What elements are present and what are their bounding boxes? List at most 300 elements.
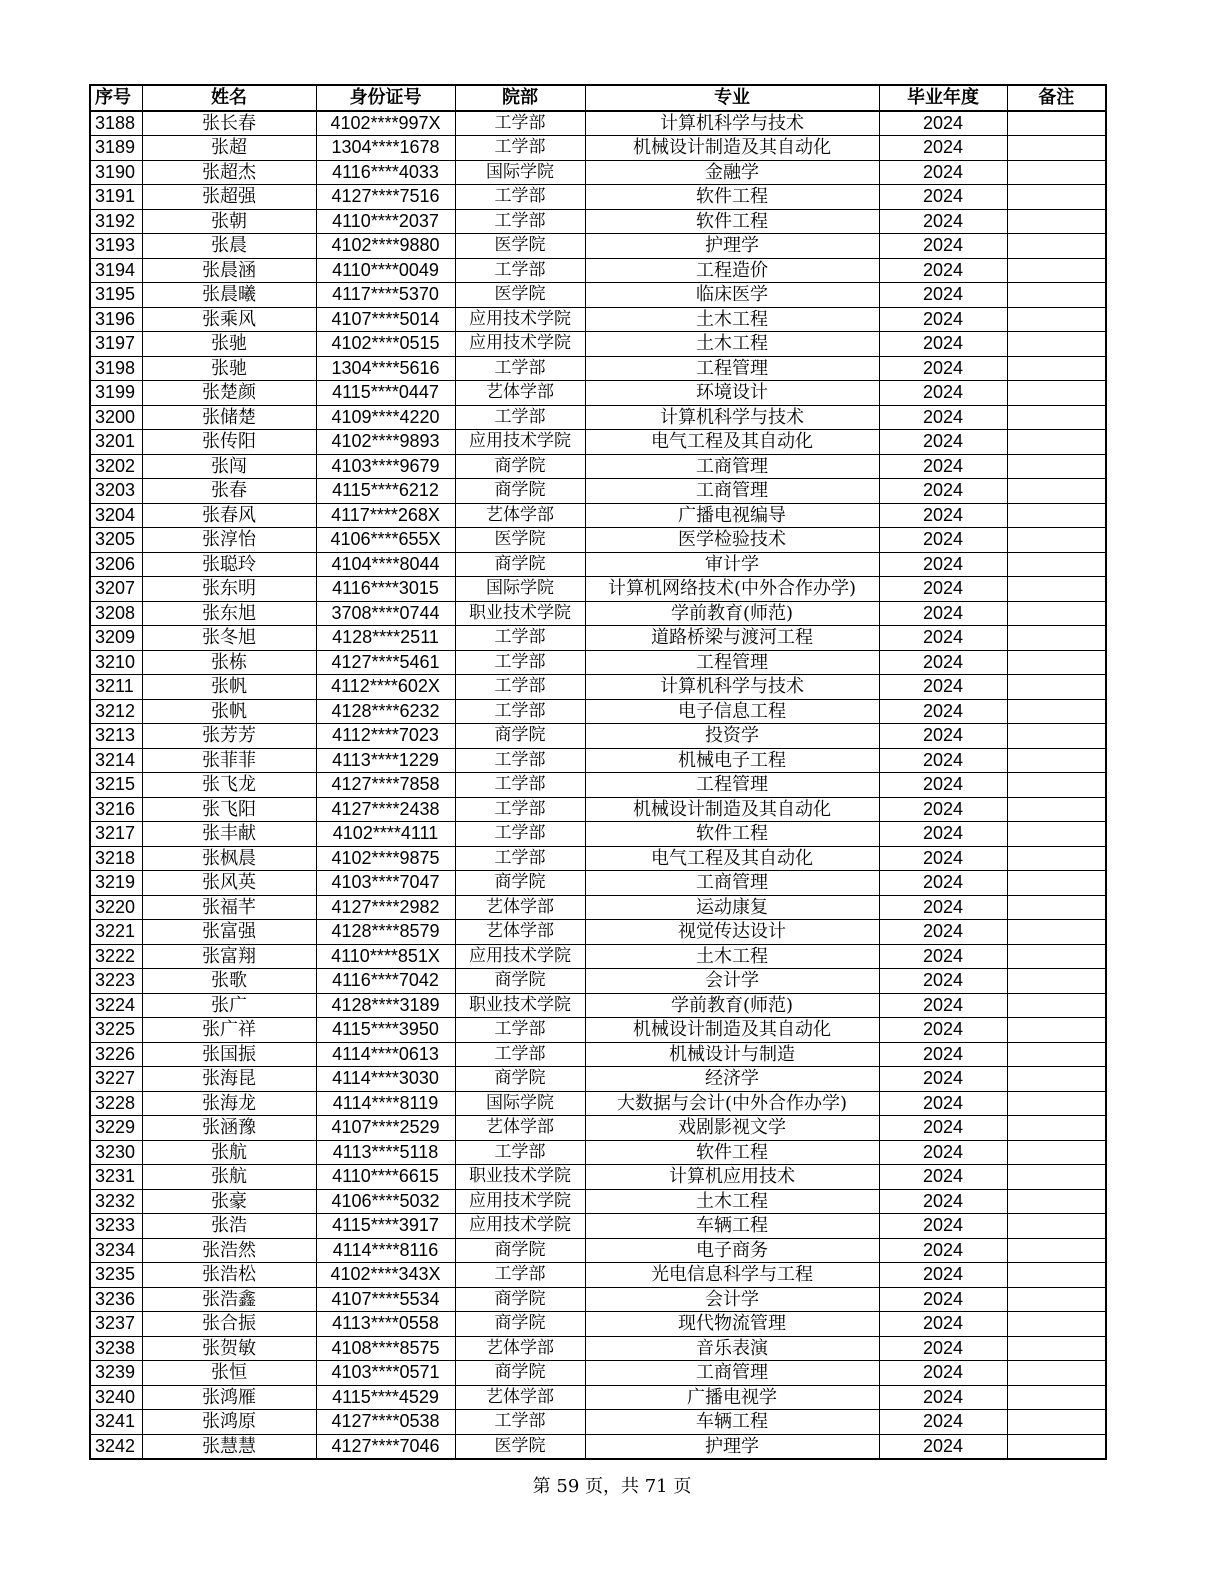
cell-graduation-year: 2024 xyxy=(879,675,1007,700)
cell-remarks xyxy=(1007,503,1106,528)
cell-seq: 3207 xyxy=(90,577,142,602)
cell-remarks xyxy=(1007,895,1106,920)
cell-graduation-year: 2024 xyxy=(879,993,1007,1018)
table-row xyxy=(90,430,1106,455)
cell-id-number: 4107****5534 xyxy=(316,1287,455,1312)
cell-department: 工学部 xyxy=(455,185,585,210)
cell-id-number: 4104****8044 xyxy=(316,552,455,577)
cell-graduation-year: 2024 xyxy=(879,601,1007,626)
cell-remarks xyxy=(1007,1287,1106,1312)
table-row xyxy=(90,1116,1106,1141)
cell-remarks xyxy=(1007,1410,1106,1435)
cell-department: 工学部 xyxy=(455,111,585,136)
cell-major: 视觉传达设计 xyxy=(585,920,879,945)
cell-graduation-year: 2024 xyxy=(879,1018,1007,1043)
cell-id-number: 4115****3917 xyxy=(316,1214,455,1239)
cell-major: 经济学 xyxy=(585,1067,879,1092)
cell-id-number: 4102****0515 xyxy=(316,332,455,357)
cell-graduation-year: 2024 xyxy=(879,650,1007,675)
cell-graduation-year: 2024 xyxy=(879,1385,1007,1410)
header-seq: 序号 xyxy=(90,85,142,111)
cell-major: 现代物流管理 xyxy=(585,1312,879,1337)
table-row xyxy=(90,1385,1106,1410)
cell-major: 环境设计 xyxy=(585,381,879,406)
cell-major: 计算机应用技术 xyxy=(585,1165,879,1190)
cell-department: 商学院 xyxy=(455,552,585,577)
cell-seq: 3239 xyxy=(90,1361,142,1386)
table-row xyxy=(90,405,1106,430)
cell-name: 张风英 xyxy=(142,871,316,896)
cell-major: 工程造价 xyxy=(585,258,879,283)
cell-graduation-year: 2024 xyxy=(879,822,1007,847)
cell-graduation-year: 2024 xyxy=(879,699,1007,724)
cell-major: 戏剧影视文学 xyxy=(585,1116,879,1141)
table-header-row xyxy=(90,85,1106,111)
cell-name: 张传阳 xyxy=(142,430,316,455)
cell-graduation-year: 2024 xyxy=(879,111,1007,136)
cell-seq: 3238 xyxy=(90,1336,142,1361)
cell-remarks xyxy=(1007,650,1106,675)
cell-major: 电子商务 xyxy=(585,1238,879,1263)
page-footer: 第 59 页，共 71 页 xyxy=(532,1476,692,1497)
table-row xyxy=(90,920,1106,945)
cell-remarks xyxy=(1007,283,1106,308)
cell-major: 大数据与会计(中外合作办学) xyxy=(585,1091,879,1116)
cell-major: 工程管理 xyxy=(585,356,879,381)
cell-department: 医学院 xyxy=(455,528,585,553)
cell-id-number: 4117****5370 xyxy=(316,283,455,308)
cell-department: 应用技术学院 xyxy=(455,332,585,357)
cell-seq: 3214 xyxy=(90,748,142,773)
cell-remarks xyxy=(1007,846,1106,871)
cell-department: 工学部 xyxy=(455,136,585,161)
cell-major: 音乐表演 xyxy=(585,1336,879,1361)
cell-id-number: 4102****9893 xyxy=(316,430,455,455)
cell-major: 机械设计制造及其自动化 xyxy=(585,797,879,822)
cell-department: 商学院 xyxy=(455,1238,585,1263)
cell-major: 工商管理 xyxy=(585,871,879,896)
cell-name: 张楚颜 xyxy=(142,381,316,406)
cell-remarks xyxy=(1007,234,1106,259)
cell-id-number: 4112****7023 xyxy=(316,724,455,749)
cell-department: 商学院 xyxy=(455,724,585,749)
table-row xyxy=(90,454,1106,479)
cell-remarks xyxy=(1007,724,1106,749)
cell-id-number: 4116****4033 xyxy=(316,160,455,185)
table-row xyxy=(90,528,1106,553)
table-row xyxy=(90,234,1106,259)
cell-id-number: 4115****4529 xyxy=(316,1385,455,1410)
cell-name: 张航 xyxy=(142,1165,316,1190)
cell-id-number: 4110****851X xyxy=(316,944,455,969)
header-graduation-year: 毕业年度 xyxy=(879,85,1007,111)
cell-name: 张浩然 xyxy=(142,1238,316,1263)
cell-major: 软件工程 xyxy=(585,185,879,210)
table-row xyxy=(90,381,1106,406)
cell-id-number: 4113****1229 xyxy=(316,748,455,773)
cell-graduation-year: 2024 xyxy=(879,1287,1007,1312)
table-row xyxy=(90,773,1106,798)
cell-id-number: 4114****0613 xyxy=(316,1042,455,1067)
cell-graduation-year: 2024 xyxy=(879,1263,1007,1288)
cell-graduation-year: 2024 xyxy=(879,1165,1007,1190)
table-row xyxy=(90,1189,1106,1214)
cell-department: 工学部 xyxy=(455,846,585,871)
cell-department: 职业技术学院 xyxy=(455,993,585,1018)
cell-remarks xyxy=(1007,111,1106,136)
cell-department: 工学部 xyxy=(455,675,585,700)
cell-id-number: 4115****3950 xyxy=(316,1018,455,1043)
cell-seq: 3198 xyxy=(90,356,142,381)
cell-graduation-year: 2024 xyxy=(879,871,1007,896)
cell-department: 工学部 xyxy=(455,209,585,234)
cell-seq: 3196 xyxy=(90,307,142,332)
cell-graduation-year: 2024 xyxy=(879,1091,1007,1116)
cell-seq: 3223 xyxy=(90,969,142,994)
cell-seq: 3232 xyxy=(90,1189,142,1214)
cell-seq: 3205 xyxy=(90,528,142,553)
cell-major: 电气工程及其自动化 xyxy=(585,846,879,871)
cell-major: 学前教育(师范) xyxy=(585,993,879,1018)
cell-major: 计算机网络技术(中外合作办学) xyxy=(585,577,879,602)
cell-major: 计算机科学与技术 xyxy=(585,675,879,700)
cell-department: 工学部 xyxy=(455,356,585,381)
cell-name: 张歌 xyxy=(142,969,316,994)
cell-seq: 3221 xyxy=(90,920,142,945)
cell-department: 工学部 xyxy=(455,748,585,773)
cell-remarks xyxy=(1007,1385,1106,1410)
cell-department: 商学院 xyxy=(455,479,585,504)
cell-remarks xyxy=(1007,944,1106,969)
cell-major: 车辆工程 xyxy=(585,1410,879,1435)
cell-major: 机械设计与制造 xyxy=(585,1042,879,1067)
cell-department: 商学院 xyxy=(455,1312,585,1337)
table-row xyxy=(90,1067,1106,1092)
cell-seq: 3224 xyxy=(90,993,142,1018)
cell-major: 工商管理 xyxy=(585,479,879,504)
cell-name: 张东旭 xyxy=(142,601,316,626)
cell-department: 艺体学部 xyxy=(455,1385,585,1410)
cell-department: 艺体学部 xyxy=(455,920,585,945)
cell-major: 工商管理 xyxy=(585,1361,879,1386)
cell-name: 张浩鑫 xyxy=(142,1287,316,1312)
cell-seq: 3229 xyxy=(90,1116,142,1141)
cell-id-number: 4102****343X xyxy=(316,1263,455,1288)
table-row xyxy=(90,993,1106,1018)
table-row xyxy=(90,724,1106,749)
cell-id-number: 4127****0538 xyxy=(316,1410,455,1435)
cell-name: 张航 xyxy=(142,1140,316,1165)
cell-seq: 3188 xyxy=(90,111,142,136)
table-row xyxy=(90,1165,1106,1190)
cell-major: 会计学 xyxy=(585,1287,879,1312)
cell-id-number: 4107****5014 xyxy=(316,307,455,332)
cell-seq: 3222 xyxy=(90,944,142,969)
table-row xyxy=(90,1018,1106,1043)
cell-department: 工学部 xyxy=(455,258,585,283)
table-row xyxy=(90,797,1106,822)
cell-department: 工学部 xyxy=(455,1018,585,1043)
cell-seq: 3219 xyxy=(90,871,142,896)
header-major: 专业 xyxy=(585,85,879,111)
cell-id-number: 4117****268X xyxy=(316,503,455,528)
cell-remarks xyxy=(1007,993,1106,1018)
cell-remarks xyxy=(1007,454,1106,479)
cell-name: 张富翔 xyxy=(142,944,316,969)
table-row xyxy=(90,601,1106,626)
cell-remarks xyxy=(1007,1116,1106,1141)
cell-remarks xyxy=(1007,209,1106,234)
cell-id-number: 4103****9679 xyxy=(316,454,455,479)
header-id-number: 身份证号 xyxy=(316,85,455,111)
cell-department: 艺体学部 xyxy=(455,1116,585,1141)
cell-id-number: 4127****7858 xyxy=(316,773,455,798)
cell-name: 张闯 xyxy=(142,454,316,479)
cell-name: 张国振 xyxy=(142,1042,316,1067)
cell-name: 张乘风 xyxy=(142,307,316,332)
cell-seq: 3203 xyxy=(90,479,142,504)
table-row xyxy=(90,577,1106,602)
cell-name: 张海昆 xyxy=(142,1067,316,1092)
cell-seq: 3213 xyxy=(90,724,142,749)
cell-graduation-year: 2024 xyxy=(879,356,1007,381)
cell-id-number: 4110****6615 xyxy=(316,1165,455,1190)
cell-graduation-year: 2024 xyxy=(879,430,1007,455)
cell-name: 张淳怡 xyxy=(142,528,316,553)
cell-remarks xyxy=(1007,1434,1106,1459)
cell-department: 医学院 xyxy=(455,283,585,308)
table-row xyxy=(90,944,1106,969)
cell-department: 应用技术学院 xyxy=(455,944,585,969)
cell-id-number: 4103****0571 xyxy=(316,1361,455,1386)
cell-remarks xyxy=(1007,479,1106,504)
cell-seq: 3233 xyxy=(90,1214,142,1239)
cell-department: 商学院 xyxy=(455,1067,585,1092)
cell-department: 商学院 xyxy=(455,871,585,896)
cell-remarks xyxy=(1007,552,1106,577)
cell-id-number: 4110****0049 xyxy=(316,258,455,283)
cell-name: 张长春 xyxy=(142,111,316,136)
cell-id-number: 4102****997X xyxy=(316,111,455,136)
graduate-list-table xyxy=(89,84,1107,1460)
cell-seq: 3189 xyxy=(90,136,142,161)
cell-seq: 3226 xyxy=(90,1042,142,1067)
cell-id-number: 4128****2511 xyxy=(316,626,455,651)
cell-name: 张合振 xyxy=(142,1312,316,1337)
cell-graduation-year: 2024 xyxy=(879,748,1007,773)
cell-name: 张浩 xyxy=(142,1214,316,1239)
cell-remarks xyxy=(1007,381,1106,406)
cell-major: 金融学 xyxy=(585,160,879,185)
table-row xyxy=(90,332,1106,357)
cell-graduation-year: 2024 xyxy=(879,307,1007,332)
cell-graduation-year: 2024 xyxy=(879,1189,1007,1214)
header-remarks: 备注 xyxy=(1007,85,1106,111)
cell-department: 应用技术学院 xyxy=(455,307,585,332)
cell-remarks xyxy=(1007,1140,1106,1165)
cell-remarks xyxy=(1007,871,1106,896)
cell-department: 工学部 xyxy=(455,405,585,430)
cell-remarks xyxy=(1007,797,1106,822)
cell-name: 张鸿雁 xyxy=(142,1385,316,1410)
table-row xyxy=(90,1042,1106,1067)
cell-remarks xyxy=(1007,528,1106,553)
cell-id-number: 4127****2982 xyxy=(316,895,455,920)
cell-graduation-year: 2024 xyxy=(879,773,1007,798)
cell-name: 张慧慧 xyxy=(142,1434,316,1459)
cell-graduation-year: 2024 xyxy=(879,552,1007,577)
table-row xyxy=(90,699,1106,724)
cell-seq: 3201 xyxy=(90,430,142,455)
cell-major: 运动康复 xyxy=(585,895,879,920)
table-row xyxy=(90,1091,1106,1116)
cell-graduation-year: 2024 xyxy=(879,1434,1007,1459)
cell-major: 道路桥梁与渡河工程 xyxy=(585,626,879,651)
cell-major: 光电信息科学与工程 xyxy=(585,1263,879,1288)
cell-name: 张福芊 xyxy=(142,895,316,920)
cell-name: 张浩松 xyxy=(142,1263,316,1288)
cell-remarks xyxy=(1007,136,1106,161)
table-row xyxy=(90,1410,1106,1435)
cell-seq: 3217 xyxy=(90,822,142,847)
cell-major: 软件工程 xyxy=(585,209,879,234)
cell-name: 张晨涵 xyxy=(142,258,316,283)
cell-id-number: 4114****8119 xyxy=(316,1091,455,1116)
cell-graduation-year: 2024 xyxy=(879,846,1007,871)
table-row xyxy=(90,1336,1106,1361)
cell-graduation-year: 2024 xyxy=(879,185,1007,210)
table-body xyxy=(90,111,1106,1460)
cell-id-number: 4114****3030 xyxy=(316,1067,455,1092)
cell-major: 土木工程 xyxy=(585,307,879,332)
cell-remarks xyxy=(1007,748,1106,773)
cell-major: 临床医学 xyxy=(585,283,879,308)
cell-department: 工学部 xyxy=(455,773,585,798)
cell-remarks xyxy=(1007,258,1106,283)
cell-id-number: 4128****6232 xyxy=(316,699,455,724)
cell-department: 艺体学部 xyxy=(455,381,585,406)
cell-major: 医学检验技术 xyxy=(585,528,879,553)
cell-id-number: 1304****1678 xyxy=(316,136,455,161)
table-row xyxy=(90,1140,1106,1165)
cell-department: 国际学院 xyxy=(455,577,585,602)
cell-name: 张豪 xyxy=(142,1189,316,1214)
cell-seq: 3206 xyxy=(90,552,142,577)
cell-major: 土木工程 xyxy=(585,332,879,357)
cell-remarks xyxy=(1007,185,1106,210)
cell-graduation-year: 2024 xyxy=(879,895,1007,920)
cell-department: 职业技术学院 xyxy=(455,1165,585,1190)
cell-name: 张春 xyxy=(142,479,316,504)
table-row xyxy=(90,1214,1106,1239)
cell-graduation-year: 2024 xyxy=(879,1361,1007,1386)
cell-graduation-year: 2024 xyxy=(879,283,1007,308)
cell-seq: 3202 xyxy=(90,454,142,479)
cell-seq: 3220 xyxy=(90,895,142,920)
cell-name: 张广祥 xyxy=(142,1018,316,1043)
table-row xyxy=(90,503,1106,528)
cell-department: 艺体学部 xyxy=(455,1336,585,1361)
cell-id-number: 4102****4111 xyxy=(316,822,455,847)
cell-name: 张海龙 xyxy=(142,1091,316,1116)
cell-graduation-year: 2024 xyxy=(879,136,1007,161)
cell-name: 张富强 xyxy=(142,920,316,945)
cell-seq: 3193 xyxy=(90,234,142,259)
cell-remarks xyxy=(1007,969,1106,994)
cell-seq: 3192 xyxy=(90,209,142,234)
cell-seq: 3195 xyxy=(90,283,142,308)
cell-department: 医学院 xyxy=(455,1434,585,1459)
cell-seq: 3212 xyxy=(90,699,142,724)
cell-name: 张帆 xyxy=(142,675,316,700)
cell-major: 工商管理 xyxy=(585,454,879,479)
cell-id-number: 4113****5118 xyxy=(316,1140,455,1165)
cell-department: 工学部 xyxy=(455,1140,585,1165)
cell-remarks xyxy=(1007,430,1106,455)
cell-id-number: 1304****5616 xyxy=(316,356,455,381)
cell-remarks xyxy=(1007,601,1106,626)
cell-remarks xyxy=(1007,1067,1106,1092)
cell-name: 张广 xyxy=(142,993,316,1018)
cell-seq: 3237 xyxy=(90,1312,142,1337)
cell-seq: 3216 xyxy=(90,797,142,822)
cell-department: 工学部 xyxy=(455,1042,585,1067)
cell-id-number: 4128****3189 xyxy=(316,993,455,1018)
cell-id-number: 4109****4220 xyxy=(316,405,455,430)
cell-id-number: 4107****2529 xyxy=(316,1116,455,1141)
cell-name: 张菲菲 xyxy=(142,748,316,773)
cell-name: 张超强 xyxy=(142,185,316,210)
cell-graduation-year: 2024 xyxy=(879,503,1007,528)
table-row xyxy=(90,871,1106,896)
cell-name: 张恒 xyxy=(142,1361,316,1386)
cell-remarks xyxy=(1007,307,1106,332)
cell-name: 张晨 xyxy=(142,234,316,259)
cell-remarks xyxy=(1007,1336,1106,1361)
cell-remarks xyxy=(1007,1091,1106,1116)
cell-seq: 3230 xyxy=(90,1140,142,1165)
cell-graduation-year: 2024 xyxy=(879,1312,1007,1337)
cell-remarks xyxy=(1007,577,1106,602)
header-department: 院部 xyxy=(455,85,585,111)
cell-major: 电气工程及其自动化 xyxy=(585,430,879,455)
cell-department: 医学院 xyxy=(455,234,585,259)
cell-name: 张春风 xyxy=(142,503,316,528)
cell-major: 工程管理 xyxy=(585,650,879,675)
cell-id-number: 4128****8579 xyxy=(316,920,455,945)
cell-graduation-year: 2024 xyxy=(879,797,1007,822)
cell-remarks xyxy=(1007,699,1106,724)
cell-seq: 3231 xyxy=(90,1165,142,1190)
cell-graduation-year: 2024 xyxy=(879,234,1007,259)
cell-graduation-year: 2024 xyxy=(879,969,1007,994)
cell-major: 审计学 xyxy=(585,552,879,577)
cell-graduation-year: 2024 xyxy=(879,405,1007,430)
cell-graduation-year: 2024 xyxy=(879,160,1007,185)
cell-seq: 3236 xyxy=(90,1287,142,1312)
cell-graduation-year: 2024 xyxy=(879,626,1007,651)
cell-remarks xyxy=(1007,1214,1106,1239)
cell-department: 商学院 xyxy=(455,969,585,994)
cell-name: 张飞阳 xyxy=(142,797,316,822)
table-row xyxy=(90,822,1106,847)
header-name: 姓名 xyxy=(142,85,316,111)
cell-department: 工学部 xyxy=(455,797,585,822)
cell-department: 应用技术学院 xyxy=(455,1214,585,1239)
table-row xyxy=(90,209,1106,234)
cell-department: 职业技术学院 xyxy=(455,601,585,626)
cell-major: 学前教育(师范) xyxy=(585,601,879,626)
